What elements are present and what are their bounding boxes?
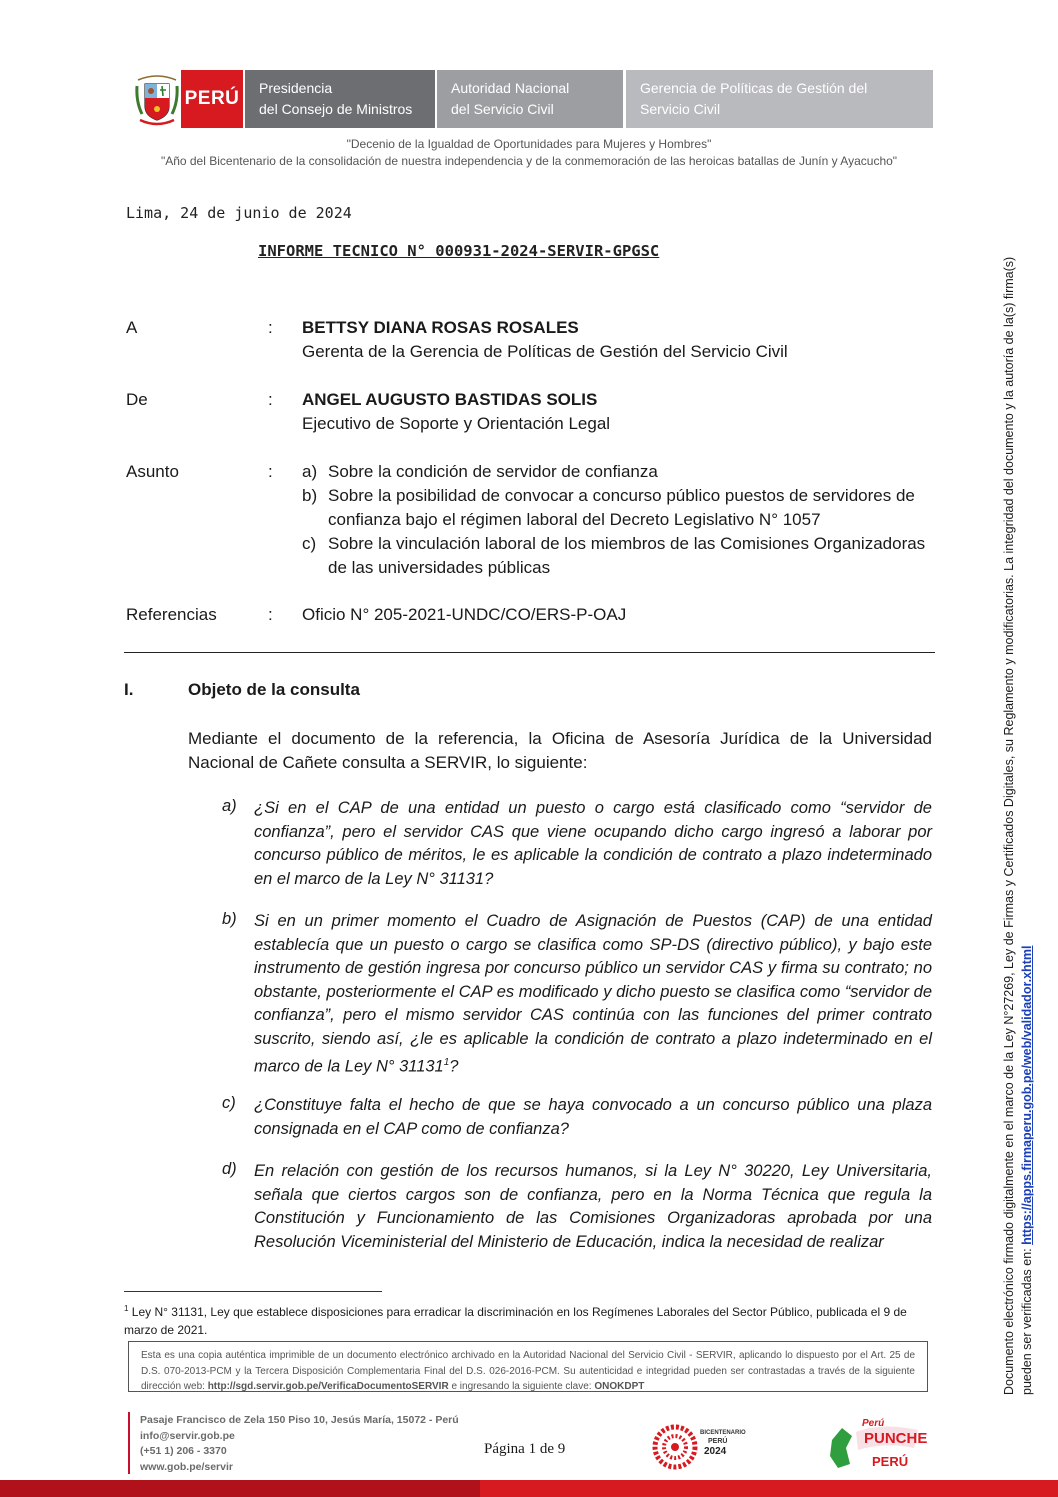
subject-label: Asunto <box>126 462 179 481</box>
signature-notice-line1: Documento electrónico firmado digitalmente en el marco de la Ley N°27269, Ley de Firmas y Certificados Digitales, su Reglamento y modificatorias. La integridad del documento y la autoría de la(s) firma(s) <box>1002 256 1016 1395</box>
from-name: ANGEL AUGUSTO BASTIDAS SOLIS <box>302 390 598 409</box>
motto-bicentenario: "Año del Bicentenario de la consolidación de nuestra independencia y de la conmemoración de las heroicas batallas de Junín y Ayacucho" <box>160 154 898 168</box>
header-block-servir-line1: Autoridad Nacional <box>451 80 570 96</box>
header-block-pcm-line1: Presidencia <box>259 80 333 96</box>
validator-link[interactable]: https://apps.firmaperu.gob.pe/web/validador.xhtml <box>1020 945 1034 1245</box>
subject-item-text: Sobre la vinculación laboral de los miembros de las Comisiones Organizadoras <box>328 534 926 553</box>
question-text: Si en un primer momento el Cuadro de Asignación de Puestos (CAP) de una entidad establecía que un puesto o cargo se clasifica como SP-DS (directivo público), y bajo este instrumento de gestión ingresa por concurso público un servidor CAS y firma su contrato; no obstante, posteriormente el CAP es modificado y dicho puesto se clasifica como “servidor de confianza”, pero el mismo servidor CAS continúa con las funciones del primer contrato suscrito, siendo así, ¿le es aplicable la condición de contrato a plazo indeterminado en el marco de la Ley N° 31131 <box>254 912 932 1076</box>
subject-colon: : <box>268 462 273 481</box>
footnote-mark: 1 <box>124 1304 129 1313</box>
footnote-reference[interactable]: 1 <box>443 1057 450 1068</box>
notice-url[interactable]: http://sgd.servir.gob.pe/VerificaDocumentoSERVIR <box>207 1381 449 1392</box>
to-label: A <box>126 318 138 337</box>
question-letter: c) <box>222 1094 236 1112</box>
question-text: ¿Si en el CAP de una entidad un puesto o cargo está clasificado como “servidor de confianza”, pero el servidor CAS que viene ocupando dicho cargo ingresó a laborar por concurso público de méritos, le es aplicable la condición de contrato a plazo indeterminado en el marco de la Ley N° 31131? <box>254 799 932 888</box>
footer-email[interactable]: info@servir.gob.pe <box>140 1429 235 1442</box>
notice-key: ONOKDPT <box>594 1381 645 1392</box>
from-label: De <box>126 390 148 409</box>
document-title: INFORME TECNICO N° 000931-2024-SERVIR-GPGSC <box>258 242 660 260</box>
header-block-servir-line2: del Servicio Civil <box>451 101 554 117</box>
bicentenario-country: PERÚ <box>708 1438 728 1445</box>
subject-item-letter: a) <box>302 462 318 481</box>
footer-contact <box>140 1413 459 1475</box>
header-block-pcm <box>245 70 435 128</box>
subject-item-continuation: de las universidades públicas <box>328 558 551 577</box>
question-text-tail: ? <box>449 1057 459 1076</box>
from-colon: : <box>268 390 273 409</box>
notice-text: Esta es una copia auténtica imprimible de un documento electrónico archivado en la Autoridad Nacional del Servicio Civil - SERVIR, aplicando lo dispuesto por el Art. 25 de D.S. 070-2013-PCM y la Tercera Disposición Complementaria Final del D.S. 026-2016-PCM. Su autenticidad e integridad pueden ser contrastadas a través de la siguiente dirección web: <box>141 1350 915 1392</box>
to-name: BETTSY DIANA ROSAS ROSALES <box>302 318 579 337</box>
header-divider <box>124 652 935 653</box>
subject-list <box>302 460 942 580</box>
question-text-b <box>254 910 932 1079</box>
header-block-pcm-line2: del Consejo de Ministros <box>259 101 413 117</box>
subject-item <box>302 460 942 484</box>
motto-decenio: "Decenio de la Igualdad de Oportunidades para Mujeres y Hombres" <box>346 137 712 151</box>
signature-notice-line2 <box>1018 15 1036 1395</box>
coat-of-arms-icon <box>134 72 180 128</box>
document-date: Lima, 24 de junio de 2024 <box>126 204 352 222</box>
header-block-servir <box>437 70 623 128</box>
subject-item <box>302 532 942 556</box>
footer-web[interactable]: www.gob.pe/servir <box>140 1460 233 1473</box>
footnote <box>124 1300 934 1339</box>
subject-item-continuation: confianza bajo el régimen laboral del Decreto Legislativo N° 1057 <box>328 510 821 529</box>
to-role: Gerenta de la Gerencia de Políticas de Gestión del Servicio Civil <box>302 342 788 361</box>
footer-accent-bar <box>128 1412 130 1474</box>
from-block <box>302 388 610 436</box>
peru-punche-logo <box>826 1418 926 1474</box>
question-letter: a) <box>222 797 237 815</box>
authenticity-notice <box>128 1341 928 1392</box>
section-intro: Mediante el documento de la referencia, la Oficina de Asesoría Jurídica de la Universidad Nacional de Cañete consulta a SERVIR, lo siguiente: <box>188 729 932 772</box>
bicentenario-logo <box>652 1424 752 1470</box>
footer-phone: (+51 1) 206 - 3370 <box>140 1445 227 1457</box>
signature-notice-prefix: pueden ser verificadas en: <box>1020 1244 1034 1395</box>
header-block-gerencia <box>626 70 933 128</box>
punche-word: PUNCHE <box>864 1430 928 1447</box>
peru-brand-badge: PERÚ <box>181 70 243 128</box>
digital-signature-notice <box>1000 15 1036 1395</box>
from-role: Ejecutivo de Soporte y Orientación Legal <box>302 414 611 433</box>
bicentenario-label: BICENTENARIO <box>700 1430 746 1436</box>
footer-address: Pasaje Francisco de Zela 150 Piso 10, Jesús María, 15072 - Perú <box>140 1414 459 1426</box>
references-label: Referencias <box>126 605 217 624</box>
references-colon: : <box>268 605 273 624</box>
question-letter: d) <box>222 1160 237 1178</box>
subject-item-text: Sobre la condición de servidor de confianza <box>328 462 658 481</box>
section-number: I. <box>124 680 134 699</box>
question-text: En relación con gestión de los recursos humanos, si la Ley N° 30220, Ley Universitaria, señala que ciertos cargos son de confianza, pero en la Norma Técnica que regula la Constitución y Funcionamiento de las Comisiones Organizadoras aprobada por una Resolución Viceministerial del Ministerio de Educación, indica la necesidad de realizar <box>254 1162 932 1251</box>
footer-color-band-dark <box>0 1480 480 1497</box>
footnote-text: Ley N° 31131, Ley que establece disposiciones para erradicar la discriminación en los Regímenes Laborales del Sector Público, publicada el 9 de marzo de 2021. <box>124 1305 907 1337</box>
footnote-divider <box>124 1291 382 1292</box>
question-letter: b) <box>222 910 237 928</box>
section-title: Objeto de la consulta <box>188 680 360 699</box>
header-block-gerencia-line2: Servicio Civil <box>640 101 721 117</box>
punche-peru-top: Perú <box>862 1418 885 1429</box>
subject-item-letter: c) <box>302 534 317 553</box>
bicentenario-year: 2024 <box>704 1446 727 1457</box>
punche-peru-bottom: PERÚ <box>872 1454 909 1469</box>
header-block-gerencia-line1: Gerencia de Políticas de Gestión del <box>640 80 868 96</box>
to-colon: : <box>268 318 273 337</box>
subject-item <box>302 484 942 508</box>
question-text: ¿Constituye falta el hecho de que se haya convocado a un concurso público una plaza consignada en el CAP como de confianza? <box>254 1096 932 1138</box>
subject-item-text: Sobre la posibilidad de convocar a concurso público puestos de servidores de <box>328 486 915 505</box>
page-number: Página 1 de 9 <box>484 1441 566 1457</box>
references-value: Oficio N° 205-2021-UNDC/CO/ERS-P-OAJ <box>302 605 627 624</box>
to-block <box>302 316 788 364</box>
subject-item-letter: b) <box>302 486 318 505</box>
notice-mid: e ingresando la siguiente clave: <box>448 1381 595 1392</box>
